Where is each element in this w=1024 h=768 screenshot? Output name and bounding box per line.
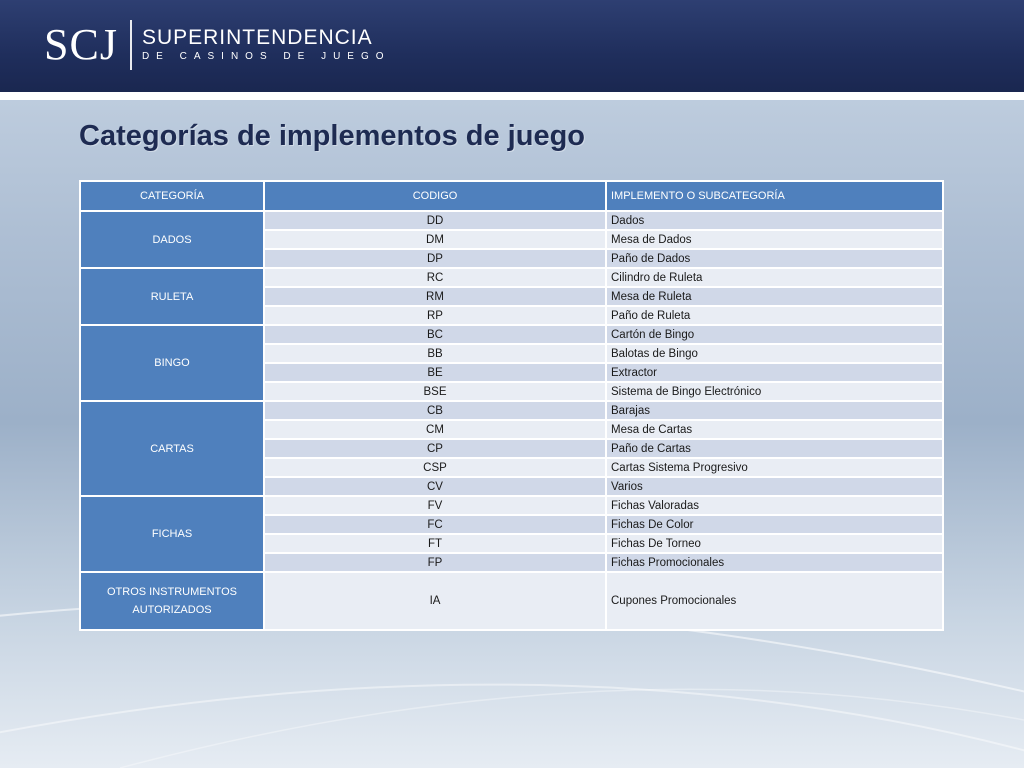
implement-cell: Varios (606, 477, 943, 496)
header-implement: IMPLEMENTO O SUBCATEGORÍA (606, 181, 943, 211)
logo-mark: SCJ (44, 20, 118, 69)
implement-cell: Paño de Ruleta (606, 306, 943, 325)
implement-cell: Paño de Cartas (606, 439, 943, 458)
implement-cell: Cilindro de Ruleta (606, 268, 943, 287)
code-cell: RM (264, 287, 606, 306)
implements-table (79, 180, 944, 631)
code-cell: CP (264, 439, 606, 458)
code-cell: BB (264, 344, 606, 363)
code-cell: FP (264, 553, 606, 572)
code-cell: CV (264, 477, 606, 496)
table-row (80, 496, 943, 515)
implement-cell: Mesa de Ruleta (606, 287, 943, 306)
implement-cell: Extractor (606, 363, 943, 382)
code-cell: FC (264, 515, 606, 534)
table-row (80, 572, 943, 630)
category-cell-bingo: BINGO (80, 325, 264, 401)
code-cell: CB (264, 401, 606, 420)
implement-cell: Mesa de Dados (606, 230, 943, 249)
implement-cell: Paño de Dados (606, 249, 943, 268)
code-cell: IA (264, 572, 606, 630)
code-cell: DP (264, 249, 606, 268)
table-row (80, 401, 943, 420)
code-cell: CSP (264, 458, 606, 477)
code-cell: FT (264, 534, 606, 553)
category-cell-cartas: CARTAS (80, 401, 264, 496)
code-cell: FV (264, 496, 606, 515)
code-cell: RP (264, 306, 606, 325)
logo-divider (130, 20, 132, 70)
code-cell: DM (264, 230, 606, 249)
scj-logo (44, 20, 391, 70)
implement-cell: Cupones Promocionales (606, 572, 943, 630)
implement-cell: Fichas Valoradas (606, 496, 943, 515)
code-cell: BSE (264, 382, 606, 401)
table-body (80, 211, 943, 630)
code-cell: BC (264, 325, 606, 344)
logo-line-2: DE CASINOS DE JUEGO (141, 51, 391, 62)
header-divider-band (0, 92, 1024, 100)
implement-cell: Fichas De Torneo (606, 534, 943, 553)
code-cell: CM (264, 420, 606, 439)
header-code: CODIGO (264, 181, 606, 211)
implement-cell: Fichas De Color (606, 515, 943, 534)
category-cell-otros: OTROS INSTRUMENTOS AUTORIZADOS (80, 572, 264, 630)
category-cell-ruleta: RULETA (80, 268, 264, 325)
implement-cell: Balotas de Bingo (606, 344, 943, 363)
table-header-row (80, 181, 943, 211)
implement-cell: Barajas (606, 401, 943, 420)
table-row (80, 325, 943, 344)
implement-cell: Dados (606, 211, 943, 230)
implement-cell: Cartas Sistema Progresivo (606, 458, 943, 477)
table-row (80, 268, 943, 287)
code-cell: RC (264, 268, 606, 287)
code-cell: BE (264, 363, 606, 382)
logo-text (142, 26, 391, 64)
implement-cell: Sistema de Bingo Electrónico (606, 382, 943, 401)
header-bar (0, 0, 1024, 92)
implement-cell: Cartón de Bingo (606, 325, 943, 344)
header-category: CATEGORÍA (80, 181, 264, 211)
category-cell-fichas: FICHAS (80, 496, 264, 572)
code-cell: DD (264, 211, 606, 230)
implement-cell: Fichas Promocionales (606, 553, 943, 572)
table-row (80, 211, 943, 230)
page-title: Categorías de implementos de juego (79, 120, 585, 152)
logo-line-1: SUPERINTENDENCIA (141, 26, 373, 49)
category-cell-dados: DADOS (80, 211, 264, 268)
implement-cell: Mesa de Cartas (606, 420, 943, 439)
